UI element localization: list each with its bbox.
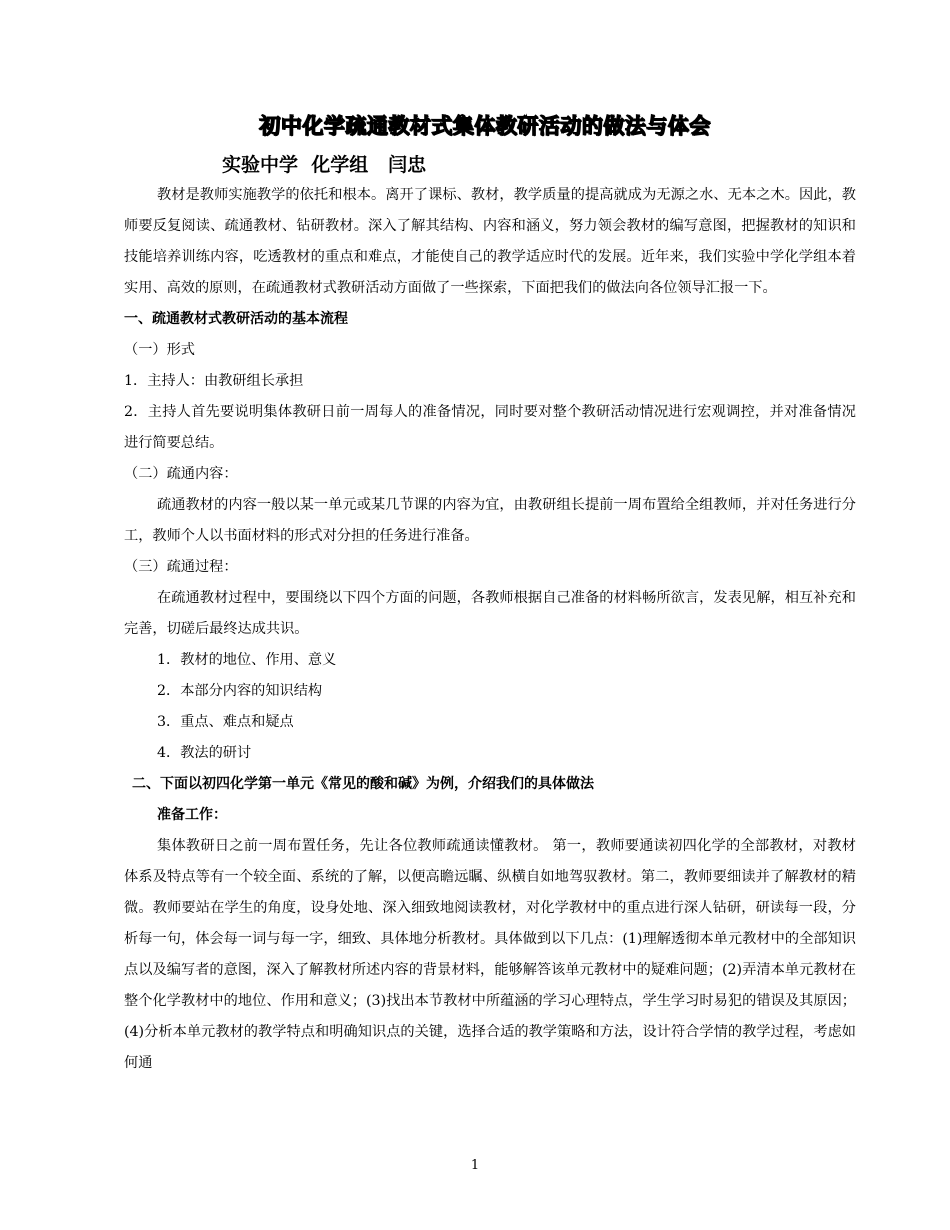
form-item-1: 1．主持人：由教研组长承担 xyxy=(124,373,304,389)
process-heading: （三）疏通过程： xyxy=(124,559,238,575)
document-title: 初中化学疏通教材式集体教研活动的做法与体会 xyxy=(259,114,711,138)
page-number: 1 xyxy=(470,1158,480,1173)
author-line: 实验中学 化学组 闫忠 xyxy=(222,154,427,176)
form-item-2: 2．主持人首先要说明集体教研日前一周每人的准备情况，同时要对整个教研活动情况进行宏观调控，并对准备情况进行简要总结。 xyxy=(124,404,856,451)
intro-paragraph: 教材是教师实施教学的依托和根本。离开了课标、教材，教学质量的提高就成为无源之水、无本之木。因此，教师要反复阅读、疏通教材、钻研教材。深入了解其结构、内容和涵义，努力领会教材的编写意图，把握教材的知识和技能培养训练内容，吃透教材的重点和难点，才能使自己的教学适应时代的发展。近年来，我们实验中学化学组本着实用、高效的原则，在疏通教材式教研活动方面做了一些探索，下面把我们的做法向各位领导汇报一下。 xyxy=(124,187,856,296)
process-item: 1．教材的地位、作用、意义 xyxy=(157,652,337,668)
content-paragraph: 疏通教材的内容一般以某一单元或某几节课的内容为宜，由教研组长提前一周布置给全组教师，并对任务进行分工，教师个人以书面材料的形式对分担的任务进行准备。 xyxy=(124,497,856,544)
process-item: 4．教法的研讨 xyxy=(157,745,252,761)
process-item: 2．本部分内容的知识结构 xyxy=(157,683,323,699)
section2-heading: 二、下面以初四化学第一单元《常见的酸和碱》为例，介绍我们的具体做法 xyxy=(132,776,594,792)
section1-heading: 一、疏通教材式教研活动的基本流程 xyxy=(124,311,348,327)
process-item: 3．重点、难点和疑点 xyxy=(157,714,294,730)
content-heading: （二）疏通内容： xyxy=(124,466,238,482)
form-heading: （一）形式 xyxy=(124,342,195,358)
process-paragraph: 在疏通教材过程中，要围绕以下四个方面的问题，各教师根据自己准备的材料畅所欲言，发表见解，相互补充和完善，切磋后最终达成共识。 xyxy=(124,590,856,637)
prep-paragraph: 集体教研日之前一周布置任务，先让各位教师疏通读懂教材。 第一，教师要通读初四化学的全部教材，对教材体系及特点等有一个较全面、系统的了解，以便高瞻远瞩、纵横自如地驾驭教材。第二，教师要细读并了解教材的精微。教师要站在学生的角度，设身处地、深入细致地阅读教材，对化学教材中的重点进行深人钻研，研读每一段，分析每一句，体会每一词与每一字，细致、具体地分析教材。具体做到以下几点：(1)理解透彻本单元教材中的全部知识点以及编写者的意图，深入了解教材所述内容的背景材料，能够解答该单元教材中的疑难问题；(2)弄清本单元教材在整个化学教材中的地位、作用和意义；(3)找出本节教材中所蕴涵的学习心理特点，学生学习时易犯的错误及其原因；(4)分析本单元教材的教学特点和明确知识点的关键，选择合适的教学策略和方法，设计符合学情的教学过程，考虑如何通 xyxy=(124,838,856,1071)
prep-heading: 准备工作： xyxy=(157,807,227,823)
document-body xyxy=(124,180,856,1079)
